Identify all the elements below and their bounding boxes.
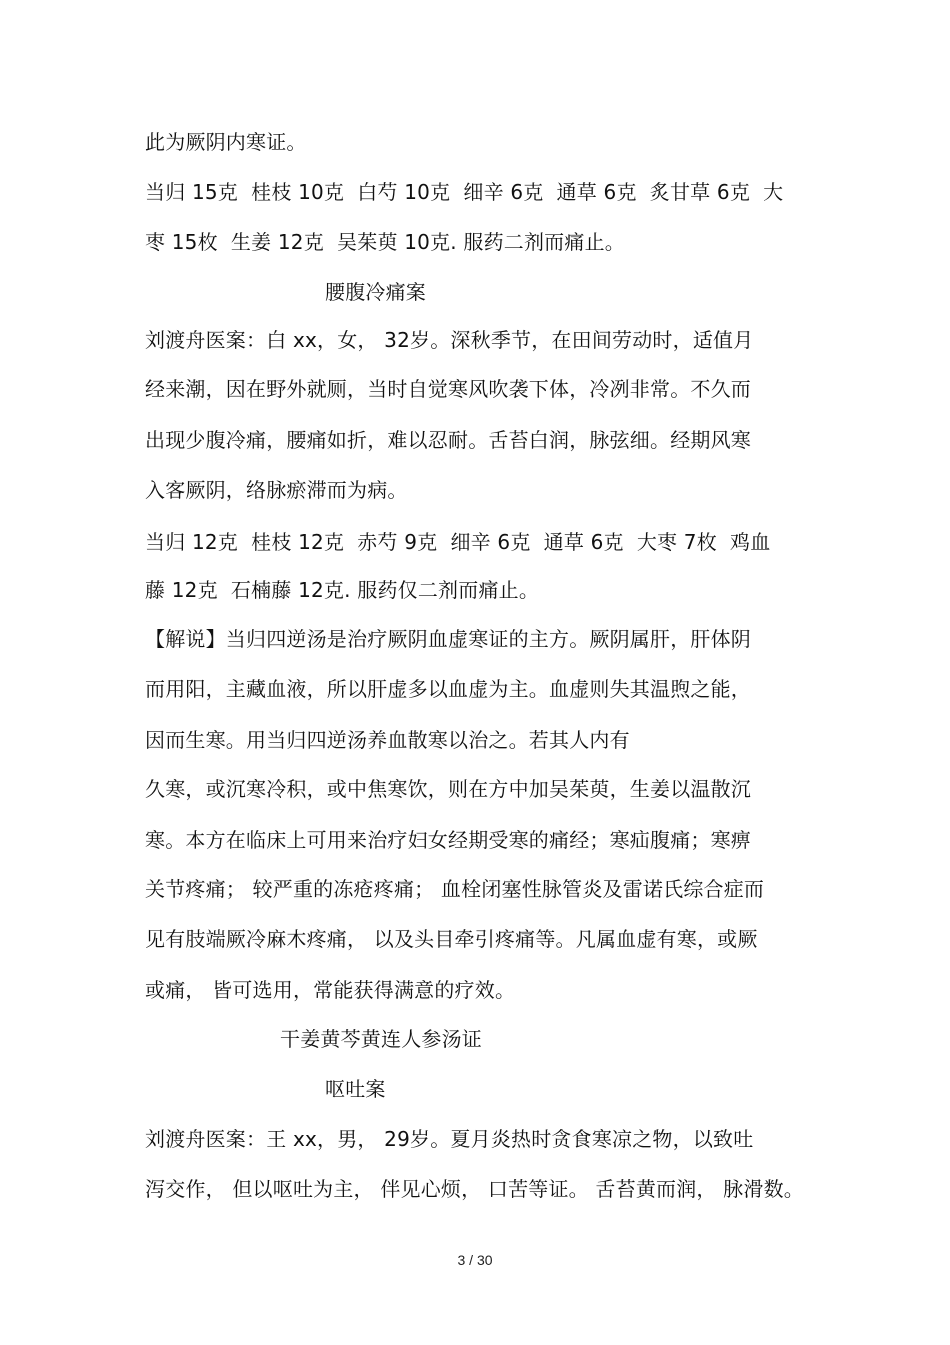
text-line: 泻交作， 但以呕吐为主， 伴见心烦， 口苦等证。 舌苔黄而润， 脉滑数。: [145, 1177, 804, 1201]
text-line: 因而生寒。用当归四逆汤养血散寒以治之。若其人内有: [145, 728, 630, 752]
text-line: 刘渡舟医案：白 xx，女， 32岁。深秋季节，在田间劳动时，适值月: [145, 328, 754, 352]
section-heading: 呕吐案: [325, 1077, 386, 1101]
text-line: 此为厥阴内寒证。: [145, 130, 307, 154]
text-line: 枣 15枚 生姜 12克 吴茱萸 10克. 服药二剂而痛止。: [145, 230, 625, 254]
text-line: 而用阳，主藏血液，所以肝虚多以血虚为主。血虚则失其温煦之能，: [145, 677, 751, 701]
text-line: 入客厥阴，络脉瘀滞而为病。: [145, 478, 408, 502]
section-heading: 干姜黄芩黄连人参汤证: [280, 1027, 482, 1051]
text-line: 寒。本方在临床上可用来治疗妇女经期受寒的痛经；寒疝腹痛；寒痹: [145, 828, 751, 852]
page-number: 3 / 30: [457, 1252, 493, 1268]
text-line: 【解说】当归四逆汤是治疗厥阴血虚寒证的主方。厥阴属肝，肝体阴: [145, 627, 751, 651]
text-line: 当归 15克 桂枝 10克 白芍 10克 细辛 6克 通草 6克 炙甘草 6克 大: [145, 180, 784, 204]
text-line: 经来潮，因在野外就厕，当时自觉寒风吹袭下体，冷冽非常。不久而: [145, 377, 751, 401]
text-line: 或痛， 皆可选用，常能获得满意的疗效。: [145, 978, 516, 1002]
text-line: 刘渡舟医案：王 xx，男， 29岁。夏月炎热时贪食寒凉之物，以致吐: [145, 1127, 754, 1151]
text-line: 关节疼痛； 较严重的冻疮疼痛； 血栓闭塞性脉管炎及雷诺氏综合症而: [145, 877, 765, 901]
text-line: 出现少腹冷痛，腰痛如折，难以忍耐。舌苔白润，脉弦细。经期风寒: [145, 428, 751, 452]
text-line: 久寒，或沉寒冷积，或中焦寒饮，则在方中加吴茱萸，生姜以温散沉: [145, 777, 751, 801]
text-line: 见有肢端厥冷麻木疼痛， 以及头目牵引疼痛等。凡属血虚有寒，或厥: [145, 927, 758, 951]
section-heading: 腰腹冷痛案: [325, 280, 426, 304]
text-line: 藤 12克 石楠藤 12克. 服药仅二剂而痛止。: [145, 578, 540, 602]
text-line: 当归 12克 桂枝 12克 赤芍 9克 细辛 6克 通草 6克 大枣 7枚 鸡血: [145, 530, 771, 554]
